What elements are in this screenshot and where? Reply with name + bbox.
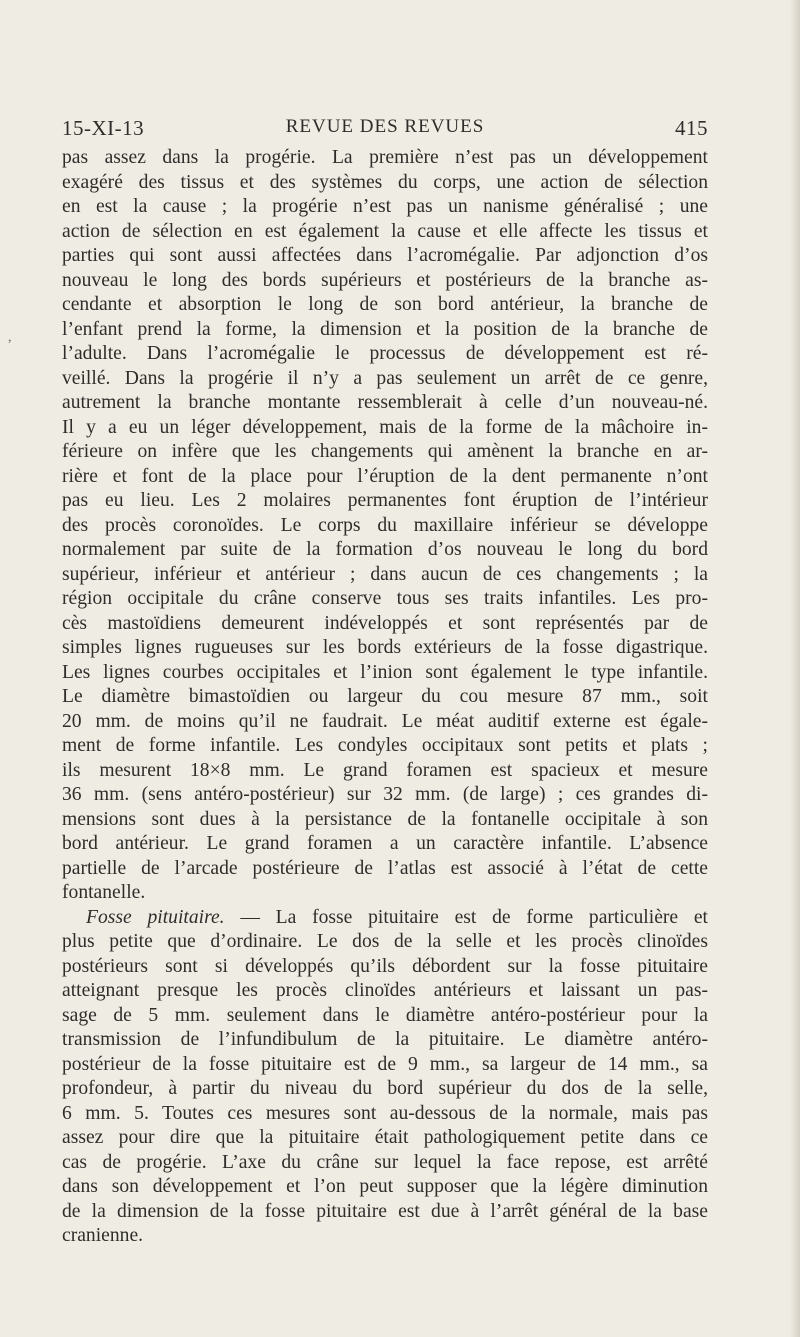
text-line: mensions sont dues à la persistance de la fontanelle occipitale à son [62, 808, 708, 830]
text-line: parties qui sont aussi affectées dans l’acromégalie. Par adjonction d’os [62, 245, 708, 266]
text-line: supérieur, inférieur et antérieur ; dans aucun de ces changements ; la [62, 563, 708, 585]
text-line: des procès coronoïdes. Le corps du maxillaire inférieur se développe [62, 514, 708, 536]
text-line [62, 906, 708, 931]
text-line: postérieur de la fosse pituitaire est de 9 mm., sa largeur de 14 mm., sa [62, 1053, 708, 1075]
text-line: cas de progérie. L’axe du crâne sur lequel la face repose, est arrêté [62, 1151, 708, 1173]
text-line: 6 mm. 5. Toutes ces mesures sont au-dessous de la normale, mais pas [62, 1102, 708, 1124]
text-line: de la dimension de la fosse pituitaire est due à l’arrêt général de la base [62, 1200, 708, 1222]
text-line: cendante et absorption le long de son bord antérieur, la branche de [62, 294, 708, 315]
text-line: transmission de l’infundibulum de la pituitaire. Le diamètre antéro- [62, 1029, 708, 1050]
paragraph-fosse-pituitaire [62, 906, 708, 1249]
text-line: plus petite que d’ordinaire. Le dos de la selle et les procès clinoïdes [62, 931, 708, 952]
text-line: partielle de l’arcade postérieure de l’atlas est associé à l’état de cette [62, 857, 708, 879]
text-line: dans son développement et l’on peut supposer que la légère diminution [62, 1176, 708, 1197]
issue-date: 15-XI-13 [62, 116, 145, 140]
text-line: Il y a eu un léger développement, mais de la forme de la mâchoire in- [62, 416, 708, 438]
text-line: nouveau le long des bords supérieurs et postérieurs de la branche as- [62, 269, 708, 291]
text-line: pas assez dans la progérie. La première n’est pas un développement [62, 147, 708, 168]
article-body [62, 146, 708, 1249]
text-line: 20 mm. de moins qu’il ne faudrait. Le méat auditif externe est égale- [62, 710, 708, 732]
text-line: 36 mm. (sens antéro-postérieur) sur 32 mm. (de large) ; ces grandes di- [62, 784, 708, 805]
page-edge-shadow [790, 0, 800, 1337]
heading-line-rest: — La fosse pituitaire est de forme particulière et [224, 906, 709, 928]
text-line: l’enfant prend la forme, la dimension et la position de la branche de [62, 318, 708, 340]
text-line: exagéré des tissus et des systèmes du corps, une action de sélection [62, 171, 708, 193]
text-line: férieure on infère que les changements qui amènent la branche en ar- [62, 441, 708, 462]
text-line: atteignant presque les procès clinoïdes antérieurs et laissant un pas- [62, 980, 708, 1001]
margin-mark: , [8, 330, 12, 345]
text-line: ils mesurent 18×8 mm. Le grand foramen est spacieux et mesure [62, 759, 708, 781]
text-line: ment de forme infantile. Les condyles occipitaux sont petits et plats ; [62, 735, 708, 756]
text-line: pas eu lieu. Les 2 molaires permanentes font éruption de l’intérieur [62, 490, 708, 511]
text-line: assez pour dire que la pituitaire était pathologiquement petite dans ce [62, 1127, 708, 1148]
text-line: région occipitale du crâne conserve tous ses traits infantiles. Les pro- [62, 588, 708, 609]
text-line: cès mastoïdiens demeurent indéveloppés et sont représentés par de [62, 612, 708, 634]
text-line: bord antérieur. Le grand foramen a un caractère infantile. L’absence [62, 833, 708, 854]
text-line: rière et font de la place pour l’éruption de la dent permanente n’ont [62, 465, 708, 487]
running-title: REVUE DES REVUES [285, 116, 485, 137]
text-line: action de sélection en est également la cause et elle affecte les tissus et [62, 220, 708, 242]
text-line: postérieurs sont si développés qu’ils débordent sur la fosse pituitaire [62, 955, 708, 977]
text-line: sage de 5 mm. seulement dans le diamètre antéro-postérieur pour la [62, 1004, 708, 1026]
section-heading: Fosse pituitaire. [86, 906, 225, 928]
text-line: en est la cause ; la progérie n’est pas un nanisme généralisé ; une [62, 196, 708, 217]
text-line: fontanelle. [62, 882, 146, 903]
running-header [62, 116, 708, 142]
text-line: profondeur, à partir du niveau du bord supérieur du dos de la selle, [62, 1078, 708, 1099]
page-number: 415 [675, 116, 708, 140]
text-line: l’adulte. Dans l’acromégalie le processus de développement est ré- [62, 343, 708, 364]
text-line: Le diamètre bimastoïdien ou largeur du cou mesure 87 mm., soit [62, 686, 708, 707]
text-line: autrement la branche montante ressemblerait à celle d’un nouveau-né. [62, 392, 708, 413]
text-line: simples lignes rugueuses sur les bords extérieurs de la fosse digastrique. [62, 637, 708, 658]
text-line: cranienne. [62, 1225, 144, 1246]
text-line: Les lignes courbes occipitales et l’inion sont également le type infantile. [62, 661, 708, 683]
paragraph-acromegalie [62, 146, 708, 906]
text-line: normalement par suite de la formation d’os nouveau le long du bord [62, 539, 708, 560]
text-line: veillé. Dans la progérie il n’y a pas seulement un arrêt de ce genre, [62, 367, 708, 389]
